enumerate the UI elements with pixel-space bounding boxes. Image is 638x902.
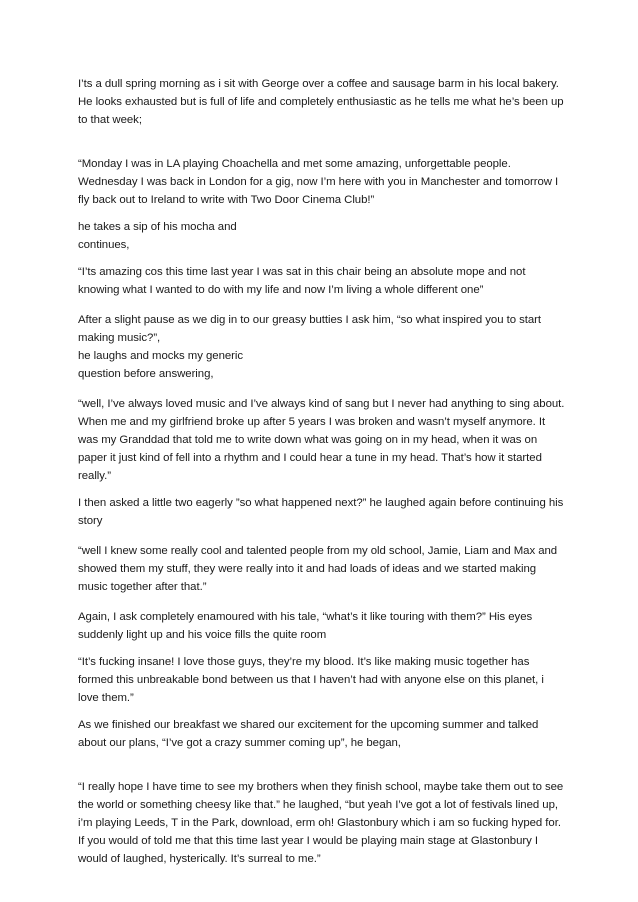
- paragraph-question-next: I then asked a little two eagerly ”so what happened next?” he laughed again before continuing his story: [78, 497, 564, 527]
- paragraph-breakfast: As we finished our breakfast we shared our excitement for the upcoming summer and talked about our plans, “I’ve got a crazy summer coming up”, he began,: [78, 719, 539, 749]
- paragraph-quote-insane: “It’s fucking insane! I love those guys, they’re my blood. It’s like making music together has formed this unbreakable bond between us that I haven’t had with anyone else on this planet, i love them.”: [78, 656, 544, 704]
- paragraph-quote-summer: “I really hope I have time to see my brothers when they finish school, maybe take them out to see the world or something cheesy like that.” he laughed, “but yeah I’ve got a lot of festivals lined up, i’m playing Leeds, T in the Park, download, erm oh! Glastonbury which i am so fucking hyped for. If you would of told me that this time last year I would be playing main stage at Glastonbury I would of laughed, hysterically. It’s surreal to me.”: [78, 781, 564, 865]
- paragraph-quote-school: “well I knew some really cool and talented people from my old school, Jamie, Liam and Max and showed them my stuff, they were really into it and had loads of ideas and we started making music together after that.”: [78, 545, 558, 593]
- paragraph-question-touring: Again, I ask completely enamoured with his tale, “what’s it like touring with them?” His eyes suddenly light up and his voice fills the quite room: [78, 611, 533, 641]
- paragraph-sip: he takes a sip of his mocha and continues,: [78, 221, 237, 251]
- paragraph-quote-music: “well, I’ve always loved music and I’ve always kind of sang but I never had anything to sing about. When me and my girlfriend broke up after 5 years I was broken and wasn’t myself anymore. It was my Granddad that told me to write down what was going on in my head, when it was on paper it just kind of fell into a rhythm and I could hear a tune in my head. That’s how it started really.”: [78, 398, 565, 482]
- document-body: [78, 75, 566, 877]
- paragraph-quote-monday: “Monday I was in LA playing Choachella and met some amazing, unforgettable people. Wednesday I was back in London for a gig, now I’m here with you in Manchester and tomorrow I fly back out to Ireland to write with Two Door Cinema Club!”: [78, 158, 559, 206]
- paragraph-intro: I’ts a dull spring morning as i sit with George over a coffee and sausage barm in his local bakery. He looks exhausted but is full of life and completely enthusiastic as he tells me what he’s been up to that week;: [78, 78, 564, 126]
- paragraph-question-inspired: After a slight pause as we dig in to our greasy butties I ask him, “so what inspired you to start making music?”, he laughs and mocks my generic question before answering,: [78, 314, 542, 380]
- paragraph-quote-last-year: “I’ts amazing cos this time last year I was sat in this chair being an absolute mope and not knowing what I wanted to do with my life and now I’m living a whole different one”: [78, 266, 526, 296]
